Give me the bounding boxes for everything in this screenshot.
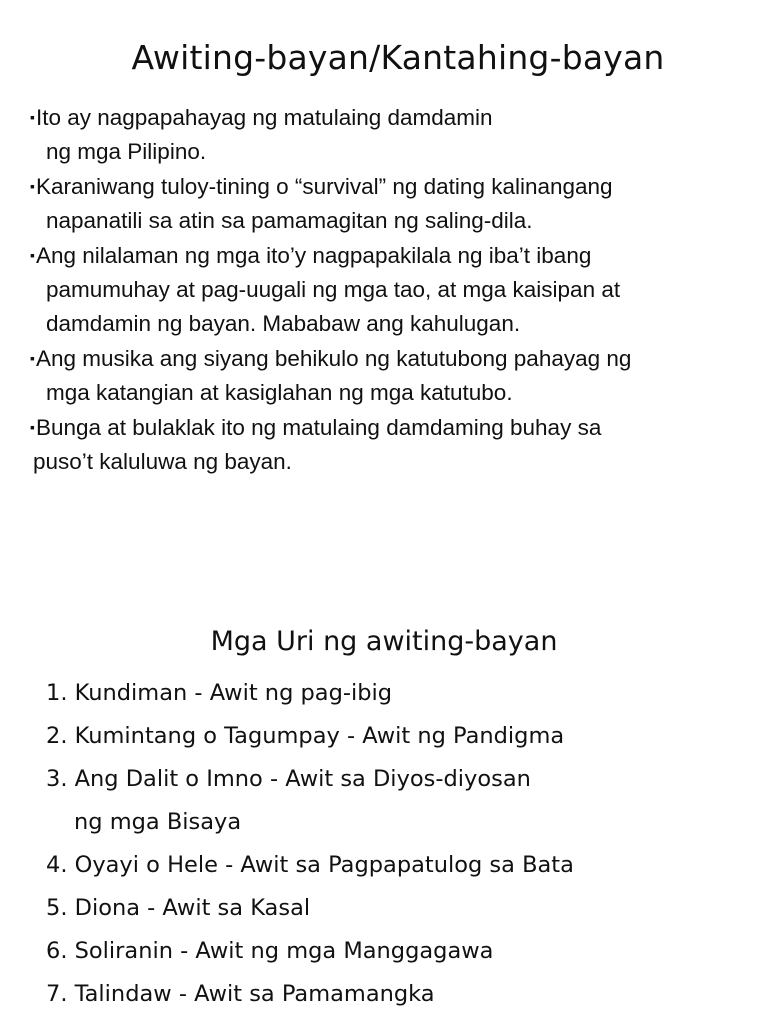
list-item: 7. Talindaw - Awit sa Pamamangka bbox=[46, 981, 435, 1007]
bullet-text: mga katangian at kasiglahan ng mga katutubo. bbox=[46, 380, 513, 405]
bullet-item bbox=[30, 238, 755, 341]
square-bullet-icon: ▪ bbox=[30, 178, 35, 194]
bullet-text: pamumuhay at pag-uugali ng mga tao, at mga kaisipan at bbox=[46, 277, 621, 302]
bullet-text: Ang nilalaman ng mga ito’y nagpapakilala ng iba’t ibang bbox=[35, 243, 592, 268]
bullet-text: Ang musika ang siyang behikulo ng katutubong pahayag ng bbox=[35, 346, 632, 371]
square-bullet-icon: ▪ bbox=[30, 350, 35, 366]
bullet-item bbox=[30, 410, 755, 479]
square-bullet-icon: ▪ bbox=[30, 109, 35, 125]
list-item: 1. Kundiman - Awit ng pag-ibig bbox=[46, 680, 393, 706]
bullet-list bbox=[30, 100, 755, 479]
list-item: 6. Soliranin - Awit ng mga Manggagawa bbox=[46, 938, 494, 964]
page-title: Awiting-bayan/Kantahing-bayan bbox=[131, 38, 665, 77]
square-bullet-icon: ▪ bbox=[30, 419, 35, 435]
bullet-text: puso’t kaluluwa ng bayan. bbox=[33, 449, 292, 474]
bullet-item bbox=[30, 341, 755, 410]
bullet-text: damdamin ng bayan. Mababaw ang kahulugan. bbox=[46, 311, 521, 336]
bullet-text: Bunga at bulaklak ito ng matulaing damdaming buhay sa bbox=[35, 415, 602, 440]
section-title: Mga Uri ng awiting-bayan bbox=[210, 626, 558, 657]
types-list bbox=[46, 672, 574, 1016]
list-item: 5. Diona - Awit sa Kasal bbox=[46, 895, 311, 921]
slide-mga-uri bbox=[0, 512, 768, 1024]
bullet-text: napanatili sa atin sa pamamagitan ng saling-dila. bbox=[46, 208, 533, 233]
list-item: 3. Ang Dalit o Imno - Awit sa Diyos-diyosan bbox=[46, 766, 531, 792]
list-item-continuation: ng mga Bisaya bbox=[74, 809, 242, 835]
bullet-text: ng mga Pilipino. bbox=[46, 139, 207, 164]
bullet-item bbox=[30, 169, 755, 238]
bullet-text: Karaniwang tuloy-tining o “survival” ng dating kalinangang bbox=[35, 174, 613, 199]
bullet-item bbox=[30, 100, 755, 169]
bullet-text: Ito ay nagpapahayag ng matulaing damdamin bbox=[35, 105, 493, 130]
list-item: 2. Kumintang o Tagumpay - Awit ng Pandigma bbox=[46, 723, 565, 749]
square-bullet-icon: ▪ bbox=[30, 247, 35, 263]
list-item: 4. Oyayi o Hele - Awit sa Pagpapatulog sa Bata bbox=[46, 852, 574, 878]
